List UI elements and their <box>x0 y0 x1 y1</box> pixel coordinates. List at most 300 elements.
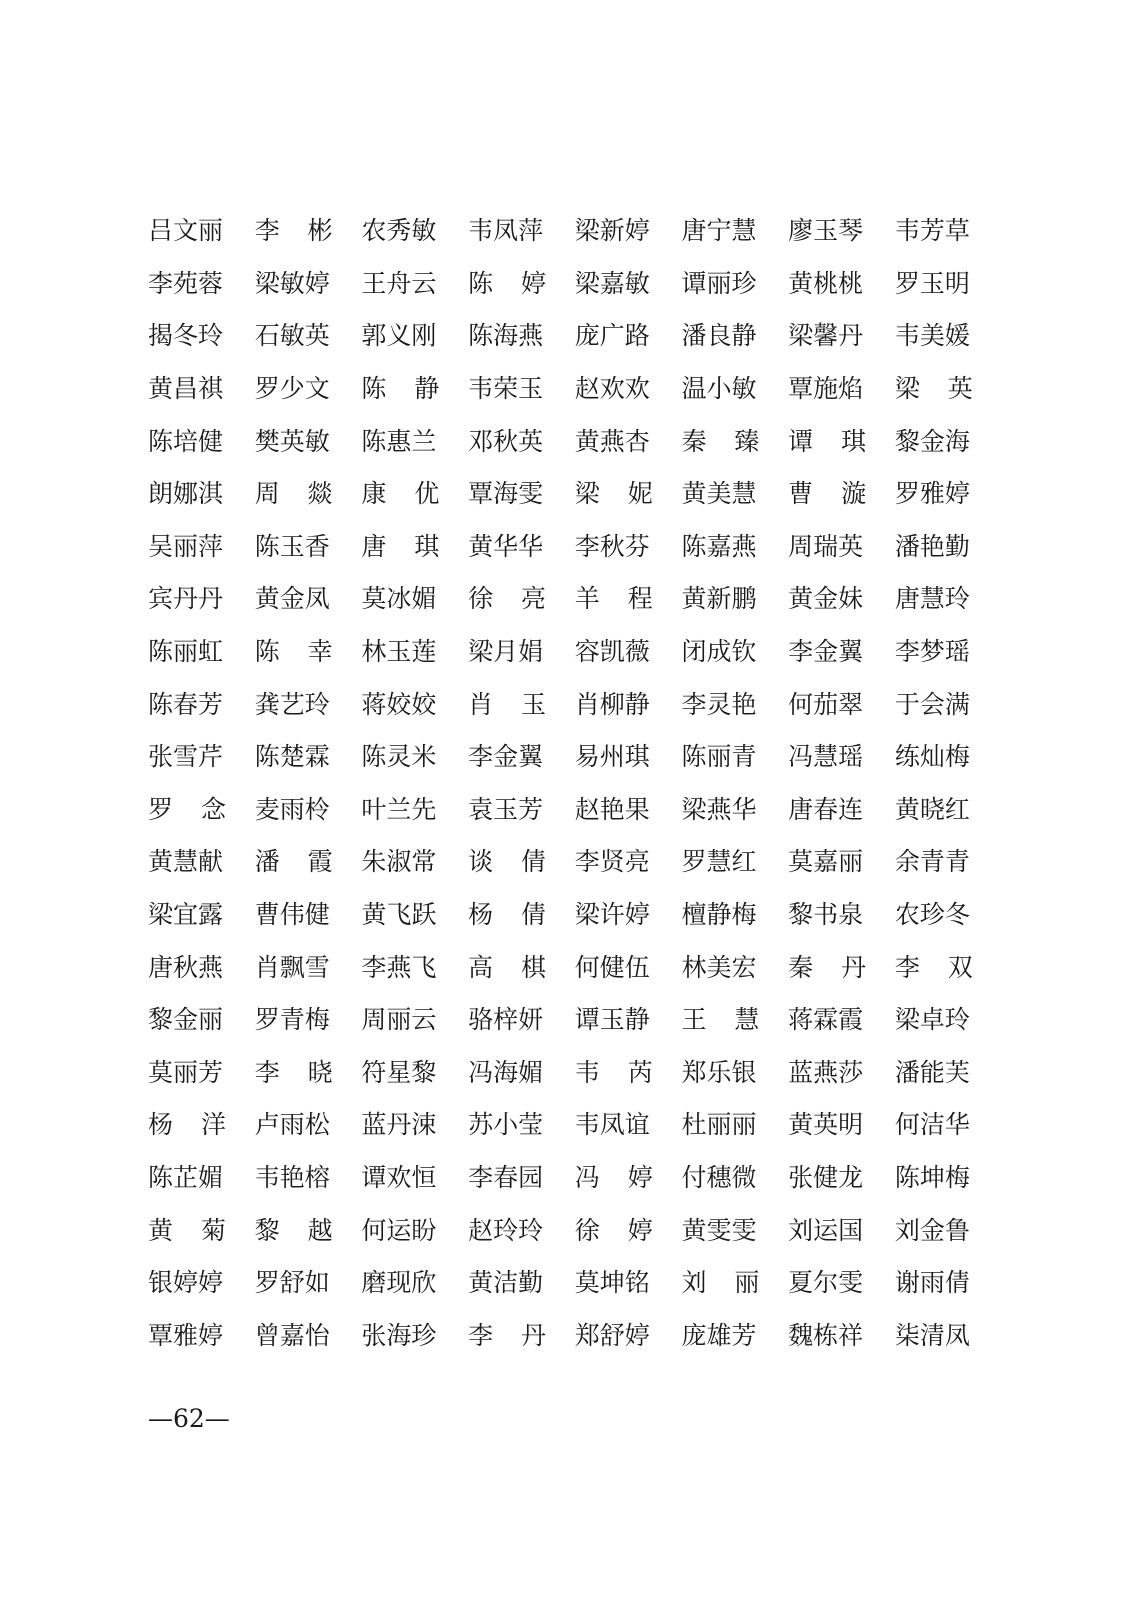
name-cell <box>255 1058 362 1088</box>
name-cell <box>468 374 575 404</box>
name-row <box>148 415 978 468</box>
name-entry: 郑舒婷 <box>574 1320 650 1350</box>
name-cell <box>361 321 468 351</box>
name-entry: 何洁华 <box>894 1110 970 1140</box>
name-row <box>148 941 978 994</box>
name-entry: 付穗微 <box>681 1162 757 1192</box>
name-cell <box>468 953 575 983</box>
name-cell <box>895 427 1002 457</box>
name-cell <box>575 584 682 614</box>
name-entry: 郑乐银 <box>681 1057 757 1087</box>
name-cell <box>575 690 682 720</box>
name-entry: 李贤亮 <box>574 847 650 877</box>
name-entry: 磨现欣 <box>361 1268 437 1298</box>
name-entry: 麦雨柃 <box>254 794 330 824</box>
name-cell <box>468 216 575 246</box>
name-cell <box>255 1216 362 1246</box>
name-cell <box>681 479 788 509</box>
name-cell <box>255 900 362 930</box>
name-entry: 杨 洋 <box>148 1110 226 1140</box>
name-entry: 李 双 <box>894 952 973 982</box>
name-cell <box>895 795 1002 825</box>
name-entry: 莫冰媚 <box>361 584 437 614</box>
name-cell <box>255 532 362 562</box>
name-row <box>148 468 978 521</box>
name-entry: 陈嘉燕 <box>681 531 757 561</box>
name-cell <box>575 321 682 351</box>
name-entry: 李灵艳 <box>681 689 757 719</box>
name-cell <box>895 847 1002 877</box>
name-cell <box>681 953 788 983</box>
name-entry: 康 优 <box>361 479 440 509</box>
name-entry: 唐春连 <box>788 794 864 824</box>
name-cell <box>361 1268 468 1298</box>
name-cell <box>575 1216 682 1246</box>
name-cell <box>788 1216 895 1246</box>
name-entry: 何健伍 <box>574 952 650 982</box>
name-entry: 朱淑常 <box>361 847 437 877</box>
name-cell <box>255 374 362 404</box>
name-cell <box>895 637 1002 667</box>
name-cell <box>681 1163 788 1193</box>
name-entry: 赵玲玲 <box>468 1215 544 1245</box>
name-entry: 黄金凤 <box>254 584 330 614</box>
name-cell <box>255 216 362 246</box>
name-cell <box>148 847 255 877</box>
name-entry: 林玉莲 <box>361 637 437 667</box>
name-cell <box>575 637 682 667</box>
name-entry: 莫坤铭 <box>574 1268 650 1298</box>
name-cell <box>575 216 682 246</box>
name-row <box>148 889 978 942</box>
name-cell <box>468 532 575 562</box>
name-entry: 容凯薇 <box>574 637 650 667</box>
name-row <box>148 1152 978 1205</box>
name-entry: 韦 芮 <box>574 1057 653 1087</box>
name-entry: 刘 丽 <box>681 1268 760 1298</box>
name-entry: 梁敏婷 <box>254 268 330 298</box>
name-cell <box>468 637 575 667</box>
name-cell <box>255 847 362 877</box>
name-cell <box>255 1005 362 1035</box>
name-entry: 廖玉琴 <box>788 216 864 246</box>
name-cell <box>681 1321 788 1351</box>
name-entry: 黎书泉 <box>788 900 864 930</box>
name-entry: 夏尔雯 <box>788 1268 864 1298</box>
name-entry: 黄英明 <box>788 1110 864 1140</box>
name-cell <box>255 584 362 614</box>
name-entry: 潘 霞 <box>254 847 333 877</box>
name-row <box>148 1204 978 1257</box>
name-entry: 梁馨丹 <box>788 321 864 351</box>
name-entry: 宾丹丹 <box>148 584 224 614</box>
name-entry: 周丽云 <box>361 1005 437 1035</box>
name-cell <box>148 742 255 772</box>
name-entry: 陈丽青 <box>681 742 757 772</box>
name-entry: 黄燕杏 <box>574 426 650 456</box>
name-entry: 罗雅婷 <box>894 479 970 509</box>
name-row <box>148 310 978 363</box>
name-entry: 李金翼 <box>788 637 864 667</box>
name-entry: 秦 臻 <box>681 426 760 456</box>
name-entry: 罗少文 <box>254 374 330 404</box>
name-cell <box>468 584 575 614</box>
name-entry: 覃海雯 <box>468 479 544 509</box>
name-entry: 朗娜淇 <box>148 479 224 509</box>
name-entry: 赵艳果 <box>574 794 650 824</box>
name-entry: 冯慧瑶 <box>788 742 864 772</box>
name-cell <box>148 269 255 299</box>
name-entry: 高 棋 <box>468 952 547 982</box>
name-cell <box>575 532 682 562</box>
name-cell <box>468 479 575 509</box>
name-cell <box>148 1110 255 1140</box>
name-entry: 闭成钦 <box>681 637 757 667</box>
name-entry: 羊 程 <box>574 584 653 614</box>
name-entry: 罗青梅 <box>254 1005 330 1035</box>
name-cell <box>788 1321 895 1351</box>
name-cell <box>788 269 895 299</box>
name-entry: 黎 越 <box>254 1215 333 1245</box>
name-cell <box>361 269 468 299</box>
name-cell <box>255 427 362 457</box>
name-cell <box>681 795 788 825</box>
name-entry: 梁新婷 <box>574 216 650 246</box>
name-cell <box>575 900 682 930</box>
name-entry: 易州琪 <box>574 742 650 772</box>
name-entry: 莫丽芳 <box>148 1057 224 1087</box>
name-entry: 陈培健 <box>148 426 224 456</box>
name-entry: 李 晓 <box>254 1057 333 1087</box>
name-entry: 谭丽珍 <box>681 268 757 298</box>
name-cell <box>788 795 895 825</box>
name-cell <box>895 1110 1002 1140</box>
name-cell <box>255 1110 362 1140</box>
name-row <box>148 994 978 1047</box>
name-entry: 韦凤萍 <box>468 216 544 246</box>
names-list <box>148 205 978 1362</box>
name-entry: 陈玉香 <box>254 531 330 561</box>
name-entry: 谭欢恒 <box>361 1162 437 1192</box>
name-entry: 揭冬玲 <box>148 321 224 351</box>
name-cell <box>148 953 255 983</box>
name-cell <box>681 1268 788 1298</box>
name-entry: 李 丹 <box>468 1320 547 1350</box>
name-entry: 黄新鹏 <box>681 584 757 614</box>
name-entry: 蓝燕莎 <box>788 1057 864 1087</box>
name-cell <box>788 1058 895 1088</box>
page-number: —62— <box>148 1404 230 1433</box>
name-entry: 杜丽丽 <box>681 1110 757 1140</box>
name-cell <box>468 1216 575 1246</box>
name-entry: 王 慧 <box>681 1005 760 1035</box>
name-entry: 梁嘉敏 <box>574 268 650 298</box>
name-cell <box>361 479 468 509</box>
name-cell <box>468 321 575 351</box>
name-entry: 黄金妹 <box>788 584 864 614</box>
name-cell <box>575 479 682 509</box>
name-cell <box>681 1058 788 1088</box>
name-cell <box>148 532 255 562</box>
name-cell <box>148 795 255 825</box>
name-cell <box>681 216 788 246</box>
name-row <box>148 678 978 731</box>
name-cell <box>148 1216 255 1246</box>
name-cell <box>361 637 468 667</box>
name-entry: 吴丽萍 <box>148 531 224 561</box>
name-entry: 曹伟健 <box>254 900 330 930</box>
name-entry: 徐 亮 <box>468 584 547 614</box>
name-entry: 冯 婷 <box>574 1162 653 1192</box>
name-cell <box>148 637 255 667</box>
name-cell <box>361 953 468 983</box>
name-entry: 郭义刚 <box>361 321 437 351</box>
name-cell <box>361 1110 468 1140</box>
name-entry: 谢雨倩 <box>894 1268 970 1298</box>
name-entry: 蓝丹涑 <box>361 1110 437 1140</box>
name-entry: 韦荣玉 <box>468 374 544 404</box>
name-entry: 韦凤谊 <box>574 1110 650 1140</box>
name-entry: 陈灵米 <box>361 742 437 772</box>
name-row <box>148 573 978 626</box>
name-row <box>148 626 978 679</box>
name-entry: 肖柳静 <box>574 689 650 719</box>
name-entry: 黄雯雯 <box>681 1215 757 1245</box>
name-entry: 蒋姣姣 <box>361 689 437 719</box>
name-cell <box>575 953 682 983</box>
name-cell <box>361 584 468 614</box>
name-cell <box>895 479 1002 509</box>
name-cell <box>788 742 895 772</box>
name-entry: 袁玉芳 <box>468 794 544 824</box>
name-cell <box>468 795 575 825</box>
name-entry: 梁燕华 <box>681 794 757 824</box>
name-cell <box>361 1005 468 1035</box>
name-entry: 农秀敏 <box>361 216 437 246</box>
name-entry: 陈海燕 <box>468 321 544 351</box>
name-cell <box>361 1163 468 1193</box>
name-entry: 唐宁慧 <box>681 216 757 246</box>
name-entry: 陈 幸 <box>254 637 333 667</box>
name-cell <box>681 532 788 562</box>
name-cell <box>255 742 362 772</box>
name-entry: 庞雄芳 <box>681 1320 757 1350</box>
name-cell <box>255 321 362 351</box>
name-cell <box>361 374 468 404</box>
name-entry: 陈春芳 <box>148 689 224 719</box>
name-entry: 蒋霖霞 <box>788 1005 864 1035</box>
name-entry: 黎金海 <box>894 426 970 456</box>
name-entry: 罗舒如 <box>254 1268 330 1298</box>
name-entry: 张雪芹 <box>148 742 224 772</box>
name-entry: 余青青 <box>894 847 970 877</box>
name-cell <box>361 795 468 825</box>
name-cell <box>788 584 895 614</box>
name-entry: 刘金鲁 <box>894 1215 970 1245</box>
name-cell <box>468 1268 575 1298</box>
name-entry: 柒清凤 <box>894 1320 970 1350</box>
name-entry: 张健龙 <box>788 1162 864 1192</box>
name-cell <box>681 1110 788 1140</box>
name-cell <box>255 479 362 509</box>
name-entry: 陈楚霖 <box>254 742 330 772</box>
name-entry: 黄晓红 <box>894 794 970 824</box>
name-cell <box>895 1321 1002 1351</box>
name-cell <box>788 216 895 246</box>
name-cell <box>681 427 788 457</box>
name-cell <box>361 742 468 772</box>
name-cell <box>895 742 1002 772</box>
name-cell <box>255 637 362 667</box>
name-cell <box>788 953 895 983</box>
name-cell <box>895 216 1002 246</box>
name-cell <box>468 269 575 299</box>
name-entry: 梁宜露 <box>148 900 224 930</box>
name-cell <box>895 1163 1002 1193</box>
name-cell <box>681 321 788 351</box>
name-cell <box>148 374 255 404</box>
name-entry: 徐 婷 <box>574 1215 653 1245</box>
name-row <box>148 363 978 416</box>
name-entry: 黄美慧 <box>681 479 757 509</box>
name-entry: 莫嘉丽 <box>788 847 864 877</box>
name-cell <box>681 1005 788 1035</box>
name-cell <box>468 847 575 877</box>
name-entry: 潘能芙 <box>894 1057 970 1087</box>
name-cell <box>468 1110 575 1140</box>
name-cell <box>468 1005 575 1035</box>
name-entry: 庞广路 <box>574 321 650 351</box>
name-cell <box>575 1110 682 1140</box>
name-entry: 唐秋燕 <box>148 952 224 982</box>
name-cell <box>255 795 362 825</box>
name-cell <box>788 1163 895 1193</box>
name-entry: 韦艳榕 <box>254 1162 330 1192</box>
name-cell <box>788 637 895 667</box>
name-cell <box>895 269 1002 299</box>
name-entry: 梁 妮 <box>574 479 653 509</box>
name-cell <box>788 427 895 457</box>
name-entry: 秦 丹 <box>788 952 867 982</box>
name-cell <box>895 1268 1002 1298</box>
name-row <box>148 205 978 258</box>
name-cell <box>148 1005 255 1035</box>
name-cell <box>361 532 468 562</box>
name-cell <box>361 1321 468 1351</box>
name-cell <box>148 900 255 930</box>
name-row <box>148 784 978 837</box>
name-entry: 黄昌祺 <box>148 374 224 404</box>
name-entry: 龚艺玲 <box>254 689 330 719</box>
name-cell <box>575 1268 682 1298</box>
name-cell <box>468 1321 575 1351</box>
name-cell <box>361 900 468 930</box>
name-cell <box>361 847 468 877</box>
name-cell <box>681 374 788 404</box>
name-entry: 于会满 <box>894 689 970 719</box>
name-entry: 林美宏 <box>681 952 757 982</box>
name-entry: 覃雅婷 <box>148 1320 224 1350</box>
name-cell <box>148 584 255 614</box>
name-row <box>148 521 978 574</box>
name-entry: 陈 婷 <box>468 268 547 298</box>
name-cell <box>575 269 682 299</box>
name-cell <box>575 1058 682 1088</box>
name-cell <box>788 900 895 930</box>
name-entry: 谈 倩 <box>468 847 547 877</box>
name-entry: 何运盼 <box>361 1215 437 1245</box>
name-cell <box>575 1321 682 1351</box>
name-entry: 张海珍 <box>361 1320 437 1350</box>
name-entry: 练灿梅 <box>894 742 970 772</box>
name-cell <box>575 1163 682 1193</box>
name-cell <box>361 1058 468 1088</box>
name-cell <box>148 1268 255 1298</box>
name-entry: 苏小莹 <box>468 1110 544 1140</box>
name-cell <box>148 427 255 457</box>
name-cell <box>788 532 895 562</box>
name-entry: 肖飘雪 <box>254 952 330 982</box>
name-cell <box>468 427 575 457</box>
name-cell <box>255 1163 362 1193</box>
name-entry: 罗 念 <box>148 794 226 824</box>
name-cell <box>148 216 255 246</box>
name-entry: 符星黎 <box>361 1057 437 1087</box>
name-entry: 刘运国 <box>788 1215 864 1245</box>
name-entry: 黄飞跃 <box>361 900 437 930</box>
name-entry: 吕文丽 <box>148 216 224 246</box>
name-cell <box>895 1058 1002 1088</box>
name-entry: 邓秋英 <box>468 426 544 456</box>
name-cell <box>148 479 255 509</box>
name-cell <box>681 584 788 614</box>
name-cell <box>895 532 1002 562</box>
name-entry: 周瑞英 <box>788 531 864 561</box>
name-entry: 梁 英 <box>894 374 973 404</box>
name-row <box>148 1099 978 1152</box>
name-entry: 农珍冬 <box>894 900 970 930</box>
name-entry: 黎金丽 <box>148 1005 224 1035</box>
name-cell <box>681 900 788 930</box>
name-entry: 魏栋祥 <box>788 1320 864 1350</box>
name-entry: 李金翼 <box>468 742 544 772</box>
name-entry: 潘良静 <box>681 321 757 351</box>
name-cell <box>895 374 1002 404</box>
name-cell <box>895 690 1002 720</box>
name-cell <box>361 690 468 720</box>
name-entry: 罗玉明 <box>894 268 970 298</box>
name-entry: 黄桃桃 <box>788 268 864 298</box>
name-cell <box>148 321 255 351</box>
name-entry: 肖 玉 <box>468 689 547 719</box>
name-entry: 卢雨松 <box>254 1110 330 1140</box>
name-cell <box>468 1058 575 1088</box>
name-entry: 曹 漩 <box>788 479 867 509</box>
name-cell <box>788 1005 895 1035</box>
name-entry: 银婷婷 <box>148 1268 224 1298</box>
name-cell <box>895 321 1002 351</box>
name-cell <box>361 1216 468 1246</box>
name-entry: 赵欢欢 <box>574 374 650 404</box>
name-cell <box>148 1321 255 1351</box>
name-cell <box>468 742 575 772</box>
name-entry: 唐慧玲 <box>894 584 970 614</box>
name-cell <box>681 637 788 667</box>
name-entry: 谭玉静 <box>574 1005 650 1035</box>
name-entry: 樊英敏 <box>254 426 330 456</box>
name-cell <box>788 479 895 509</box>
name-row <box>148 836 978 889</box>
